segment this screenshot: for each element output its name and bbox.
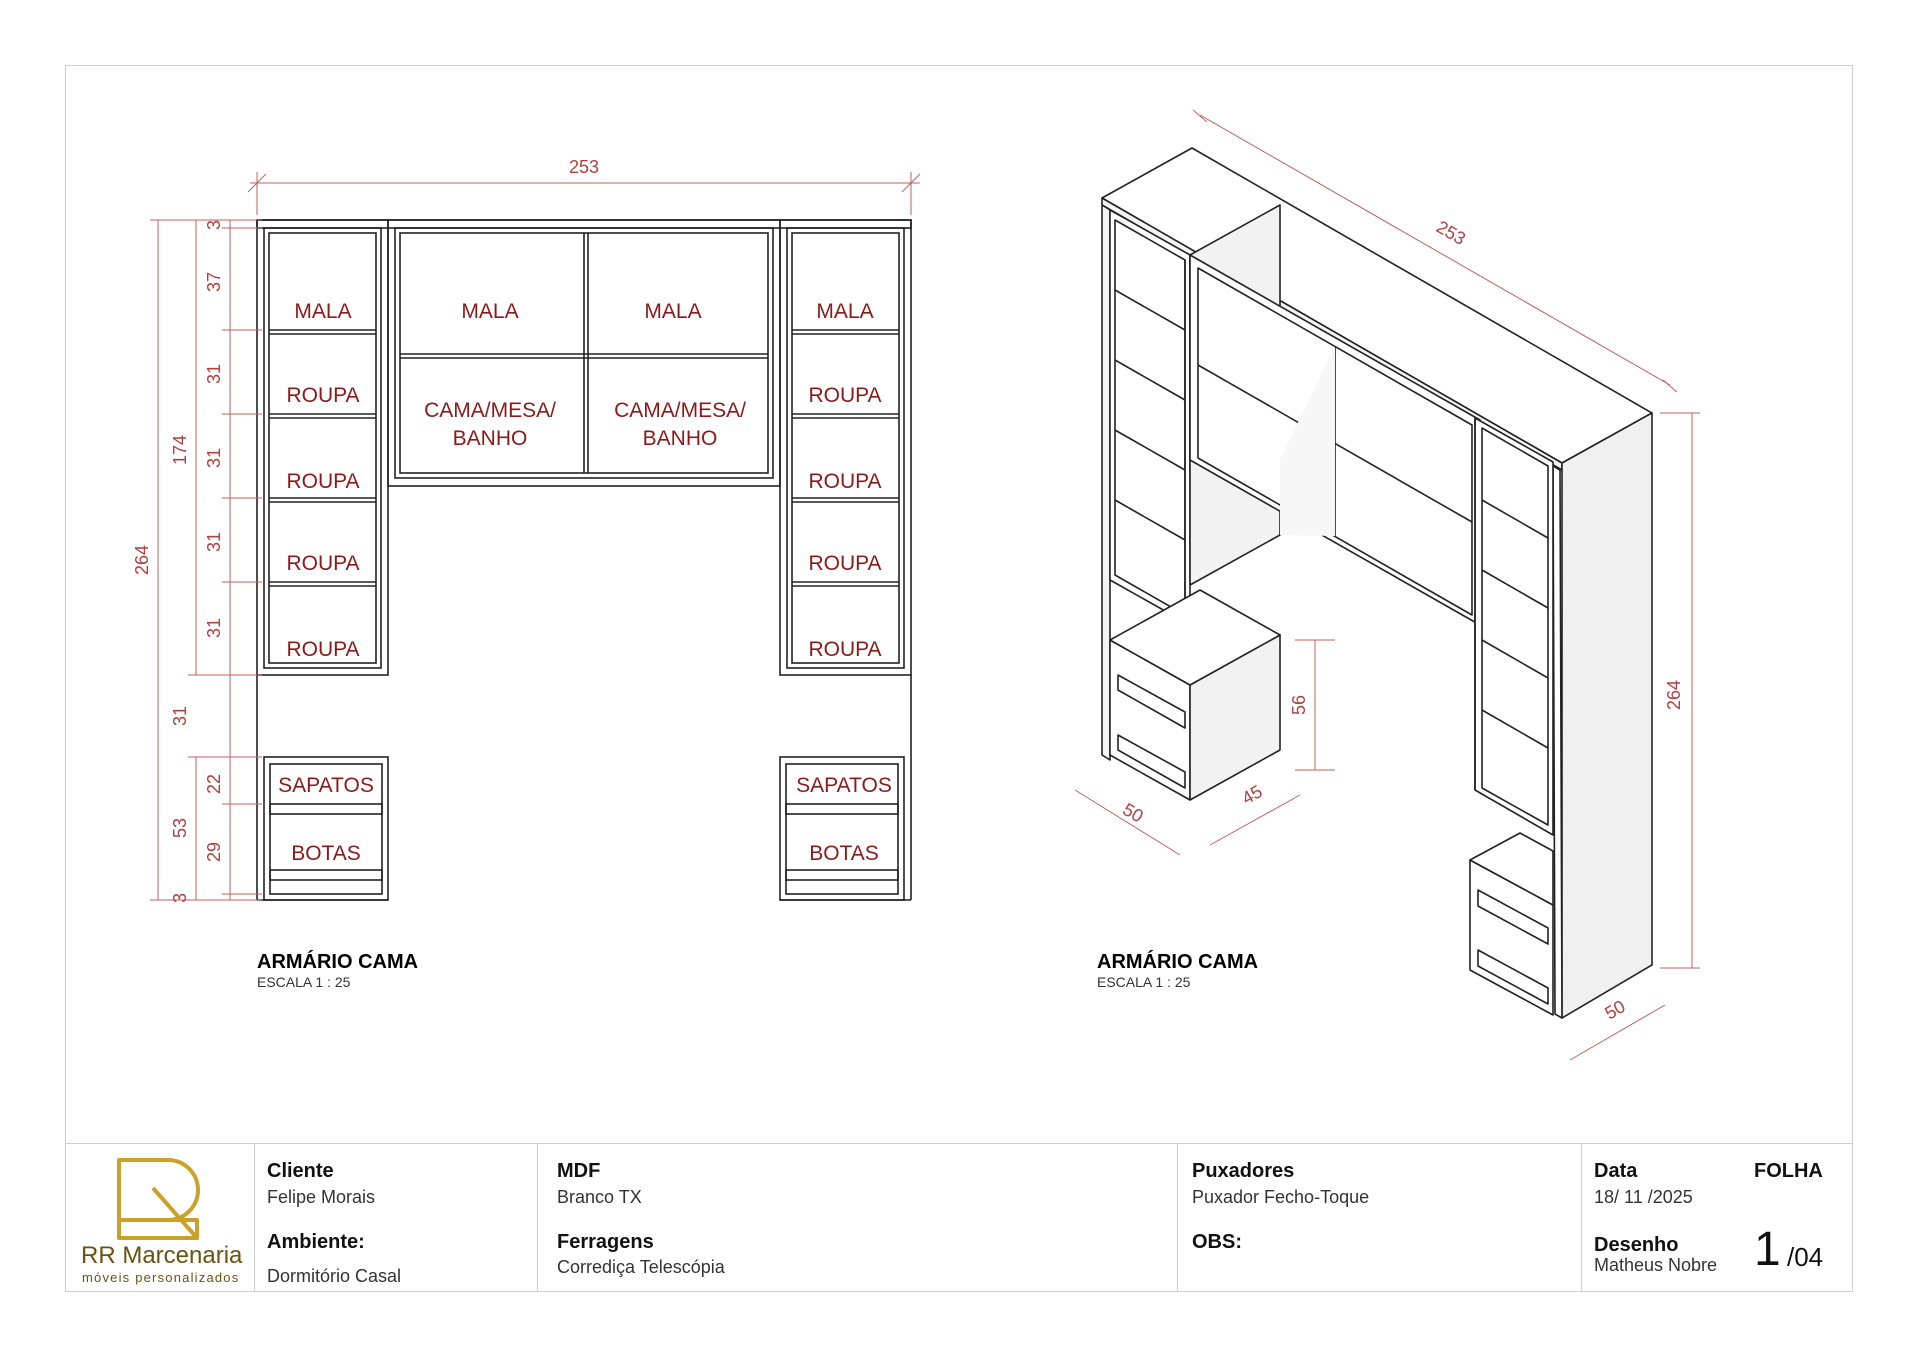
right-column [780, 220, 911, 675]
dim-upper-row-5: 31 [204, 531, 224, 553]
dim-upper-row-3: 31 [204, 363, 224, 385]
drawing-value: Matheus Nobre [1594, 1255, 1718, 1275]
environment-value: Dormitório Casal [267, 1266, 402, 1286]
right-label-1: MALA [816, 300, 874, 323]
dim-upper-row-1: 3 [204, 219, 224, 231]
left-label-2: ROUPA [286, 384, 360, 407]
logo-cell [65, 1144, 255, 1292]
dim-lower-total: 53 [170, 817, 190, 839]
dim-lower-row-1: 22 [204, 773, 224, 795]
dim-iso-cabinet-width: 45 [1238, 781, 1266, 809]
dim-iso-cabinet-height: 56 [1289, 694, 1309, 716]
dim-lower-row-2: 29 [204, 841, 224, 863]
client-label: Cliente [267, 1160, 334, 1182]
handles-cell [1178, 1144, 1582, 1292]
date-cell [1582, 1144, 1853, 1292]
isometric-view [1102, 148, 1652, 1018]
right-drawer-top-label: SAPATOS [796, 774, 892, 797]
dim-base: 3 [170, 892, 190, 904]
obs-label: OBS: [1192, 1231, 1242, 1253]
left-label-3: ROUPA [286, 470, 360, 493]
mdf-value: Branco TX [557, 1187, 642, 1207]
client-value: Felipe Morais [267, 1187, 376, 1207]
company-logo-icon [113, 1154, 203, 1244]
iso-scale: ESCALA 1 : 25 [1097, 974, 1191, 990]
iso-title: ARMÁRIO CAMA [1097, 951, 1259, 973]
sheet-number: 1 [1754, 1223, 1781, 1276]
right-label-3: ROUPA [808, 470, 882, 493]
hardware-value: Corrediça Telescópia [557, 1257, 725, 1277]
right-label-5: ROUPA [808, 638, 882, 661]
center-bottom-label-1: CAMA/MESA/ BANHO [424, 399, 556, 450]
dim-iso-depth: 50 [1601, 996, 1629, 1024]
dim-upper-row-6: 31 [204, 617, 224, 639]
hardware-label: Ferragens [557, 1231, 654, 1253]
handles-label: Puxadores [1192, 1160, 1295, 1182]
date-label: Data [1594, 1160, 1638, 1182]
title-block [65, 1143, 1853, 1293]
company-tagline: móveis personalizados [82, 1270, 240, 1285]
sheet-total: /04 [1787, 1242, 1824, 1272]
top-panel [257, 220, 911, 228]
right-label-4: ROUPA [808, 552, 882, 575]
front-title: ARMÁRIO CAMA [257, 951, 419, 973]
client-cell [255, 1144, 538, 1292]
dim-iso-height: 264 [1664, 679, 1684, 711]
dim-iso-width: 253 [1432, 216, 1470, 249]
front-scale: ESCALA 1 : 25 [257, 974, 351, 990]
sheet-label: FOLHA [1754, 1160, 1823, 1182]
left-drawer-bottom-label: BOTAS [291, 842, 361, 865]
left-label-5: ROUPA [286, 638, 360, 661]
dim-iso-cabinet-depth: 50 [1119, 799, 1147, 827]
left-column [257, 220, 388, 675]
date-value: 18/ 11 /2025 [1594, 1187, 1693, 1207]
environment-label: Ambiente: [267, 1231, 365, 1253]
center-top-label-1: MALA [461, 300, 519, 323]
center-top-label-2: MALA [644, 300, 702, 323]
dim-front-height: 264 [132, 544, 152, 576]
drawing-label: Desenho [1594, 1234, 1679, 1256]
dim-upper-height: 174 [170, 434, 190, 466]
handles-value: Puxador Fecho-Toque [1192, 1187, 1370, 1207]
right-label-2: ROUPA [808, 384, 882, 407]
dim-upper-row-2: 37 [204, 271, 224, 293]
center-bottom-label-2: CAMA/MESA/ BANHO [614, 399, 746, 450]
dim-upper-row-4: 31 [204, 447, 224, 469]
dim-gap: 31 [170, 705, 190, 727]
mdf-label: MDF [557, 1160, 601, 1182]
company-name: RR Marcenaria [81, 1242, 243, 1269]
left-label-1: MALA [294, 300, 352, 323]
left-label-4: ROUPA [286, 552, 360, 575]
dim-front-width: 253 [568, 157, 600, 177]
right-drawer-bottom-label: BOTAS [809, 842, 879, 865]
material-cell [538, 1144, 1178, 1292]
left-drawer-top-label: SAPATOS [278, 774, 374, 797]
